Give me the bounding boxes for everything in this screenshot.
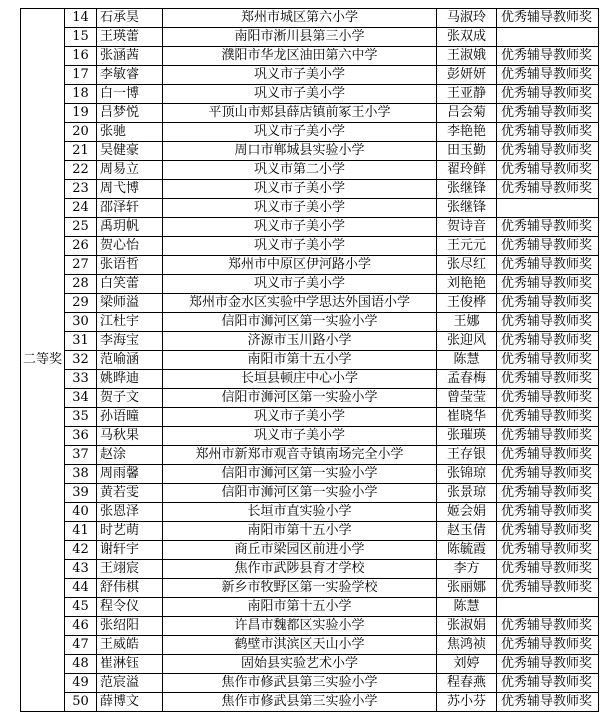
student-name: 姚晔迪 [97,370,163,389]
teacher-prize [497,199,599,218]
teacher-prize: 优秀辅导教师奖 [497,47,599,66]
teacher-name: 王存银 [437,446,497,465]
school-name: 许昌市魏都区实验小学 [163,617,437,636]
school-name: 新乡市牧野区第一实验学校 [163,579,437,598]
school-name: 焦作市修武县第三实验小学 [163,674,437,693]
teacher-prize: 优秀辅导教师奖 [497,370,599,389]
school-name: 长垣县顿庄中心小学 [163,370,437,389]
student-name: 马秋果 [97,427,163,446]
school-name: 巩义市子美小学 [163,180,437,199]
teacher-prize: 优秀辅导教师奖 [497,218,599,237]
teacher-name: 张继锋 [437,180,497,199]
table-row [21,503,599,522]
table-row [21,541,599,560]
student-name: 贺心怡 [97,237,163,256]
table-row [21,9,599,28]
row-number: 31 [65,332,97,351]
row-number: 26 [65,237,97,256]
student-name: 程令仪 [97,598,163,617]
row-number: 49 [65,674,97,693]
table-row [21,161,599,180]
teacher-name: 王娜 [437,313,497,332]
row-number: 36 [65,427,97,446]
student-name: 周雨馨 [97,465,163,484]
table-row [21,85,599,104]
teacher-name: 田玉勤 [437,142,497,161]
teacher-prize: 优秀辅导教师奖 [497,579,599,598]
row-number: 47 [65,636,97,655]
teacher-prize: 优秀辅导教师奖 [497,332,599,351]
row-number: 19 [65,104,97,123]
school-name: 巩义市子美小学 [163,66,437,85]
teacher-name: 程春燕 [437,674,497,693]
teacher-name: 王元元 [437,237,497,256]
teacher-name: 张景琼 [437,484,497,503]
teacher-prize: 优秀辅导教师奖 [497,294,599,313]
row-number: 33 [65,370,97,389]
teacher-prize: 优秀辅导教师奖 [497,427,599,446]
student-name: 李敏睿 [97,66,163,85]
student-name: 王瑛蕾 [97,28,163,47]
student-name: 薛博文 [97,693,163,712]
student-name: 张绍阳 [97,617,163,636]
row-number: 42 [65,541,97,560]
student-name: 时艺萌 [97,522,163,541]
teacher-name: 曾莹莹 [437,389,497,408]
teacher-prize: 优秀辅导教师奖 [497,104,599,123]
teacher-prize: 优秀辅导教师奖 [497,142,599,161]
table-row [21,693,599,712]
student-name: 张恩泽 [97,503,163,522]
row-number: 34 [65,389,97,408]
teacher-name: 张丽娜 [437,579,497,598]
row-number: 35 [65,408,97,427]
teacher-name: 王淑娥 [437,47,497,66]
row-number: 38 [65,465,97,484]
row-number: 27 [65,256,97,275]
table-row [21,237,599,256]
row-number: 22 [65,161,97,180]
table-row [21,522,599,541]
student-name: 李海宝 [97,332,163,351]
table-row [21,142,599,161]
table-row [21,66,599,85]
school-name: 焦作市武陟县育才学校 [163,560,437,579]
school-name: 长垣市直实验小学 [163,503,437,522]
student-name: 邵泽轩 [97,199,163,218]
award-table [20,8,599,712]
teacher-name: 张双成 [437,28,497,47]
school-name: 巩义市子美小学 [163,408,437,427]
teacher-name: 李艳艳 [437,123,497,142]
row-number: 30 [65,313,97,332]
row-number: 46 [65,617,97,636]
student-name: 周易立 [97,161,163,180]
row-number: 25 [65,218,97,237]
table-row [21,275,599,294]
table-row [21,294,599,313]
school-name: 焦作市修武县第三实验小学 [163,693,437,712]
school-name: 南阳市淅川县第三小学 [163,28,437,47]
teacher-prize: 优秀辅导教师奖 [497,560,599,579]
table-row [21,218,599,237]
teacher-prize [497,28,599,47]
school-name: 济源市玉川路小学 [163,332,437,351]
teacher-prize: 优秀辅导教师奖 [497,66,599,85]
school-name: 南阳市第十五小学 [163,522,437,541]
student-name: 白笑蕾 [97,275,163,294]
teacher-prize: 优秀辅导教师奖 [497,693,599,712]
table-row [21,332,599,351]
student-name: 吴健豪 [97,142,163,161]
table-row [21,636,599,655]
teacher-name: 孟春梅 [437,370,497,389]
school-name: 巩义市子美小学 [163,123,437,142]
teacher-name: 赵玉倩 [437,522,497,541]
student-name: 贺子文 [97,389,163,408]
school-name: 鹤壁市淇滨区天山小学 [163,636,437,655]
table-row [21,617,599,636]
teacher-name: 张淑娟 [437,617,497,636]
teacher-name: 张锦琼 [437,465,497,484]
row-number: 45 [65,598,97,617]
row-number: 50 [65,693,97,712]
student-name: 白一博 [97,85,163,104]
teacher-prize: 优秀辅导教师奖 [497,541,599,560]
student-name: 张语哲 [97,256,163,275]
school-name: 濮阳市华龙区油田第六中学 [163,47,437,66]
row-number: 17 [65,66,97,85]
student-name: 梁师溢 [97,294,163,313]
school-name: 巩义市子美小学 [163,427,437,446]
school-name: 南阳市第十五小学 [163,598,437,617]
school-name: 郑州市新郑市观音寺镇南场完全小学 [163,446,437,465]
teacher-prize: 优秀辅导教师奖 [497,161,599,180]
teacher-name: 张继锋 [437,199,497,218]
student-name: 吕梦悦 [97,104,163,123]
row-number: 32 [65,351,97,370]
teacher-prize: 优秀辅导教师奖 [497,446,599,465]
student-name: 谢轩宇 [97,541,163,560]
row-number: 40 [65,503,97,522]
school-name: 周口市郸城县实验小学 [163,142,437,161]
teacher-prize: 优秀辅导教师奖 [497,85,599,104]
teacher-prize: 优秀辅导教师奖 [497,123,599,142]
teacher-prize: 优秀辅导教师奖 [497,617,599,636]
row-number: 23 [65,180,97,199]
row-number: 20 [65,123,97,142]
table-row [21,655,599,674]
row-number: 18 [65,85,97,104]
teacher-prize: 优秀辅导教师奖 [497,484,599,503]
row-number: 29 [65,294,97,313]
student-name: 周弋博 [97,180,163,199]
school-name: 巩义市子美小学 [163,275,437,294]
table-row [21,180,599,199]
teacher-name: 翟玲鲜 [437,161,497,180]
student-name: 舒伟棋 [97,579,163,598]
teacher-prize: 优秀辅导教师奖 [497,180,599,199]
teacher-name: 吕会菊 [437,104,497,123]
school-name: 巩义市子美小学 [163,85,437,104]
school-name: 商丘市梁园区前进小学 [163,541,437,560]
teacher-name: 刘婷 [437,655,497,674]
teacher-prize: 优秀辅导教师奖 [497,313,599,332]
teacher-name: 苏小芬 [437,693,497,712]
table-row [21,313,599,332]
student-name: 范喻涵 [97,351,163,370]
school-name: 巩义市子美小学 [163,237,437,256]
teacher-prize: 优秀辅导教师奖 [497,503,599,522]
table-row [21,598,599,617]
school-name: 巩义市第二小学 [163,161,437,180]
row-number: 43 [65,560,97,579]
school-name: 平顶山市郏县薛店镇前冢王小学 [163,104,437,123]
table-row [21,370,599,389]
student-name: 张驰 [97,123,163,142]
row-number: 21 [65,142,97,161]
row-number: 14 [65,9,97,28]
student-name: 石承昊 [97,9,163,28]
award-level: 二等奖 [21,9,65,712]
teacher-name: 贺诗音 [437,218,497,237]
table-row [21,560,599,579]
teacher-prize: 优秀辅导教师奖 [497,408,599,427]
table-row [21,28,599,47]
table-row [21,123,599,142]
teacher-name: 崔晓华 [437,408,497,427]
teacher-prize: 优秀辅导教师奖 [497,465,599,484]
teacher-name: 张璀瑛 [437,427,497,446]
teacher-name: 陈毓霞 [437,541,497,560]
school-name: 信阳市浉河区第一实验小学 [163,465,437,484]
table-row [21,408,599,427]
table-row [21,47,599,66]
table-row [21,579,599,598]
teacher-prize: 优秀辅导教师奖 [497,522,599,541]
teacher-prize: 优秀辅导教师奖 [497,256,599,275]
teacher-name: 陈慧 [437,598,497,617]
teacher-name: 李方 [437,560,497,579]
teacher-prize: 优秀辅导教师奖 [497,655,599,674]
row-number: 39 [65,484,97,503]
row-number: 28 [65,275,97,294]
table-row [21,427,599,446]
teacher-name: 刘艳艳 [437,275,497,294]
student-name: 王翊宸 [97,560,163,579]
table-row [21,256,599,275]
school-name: 郑州市城区第六小学 [163,9,437,28]
teacher-prize: 优秀辅导教师奖 [497,389,599,408]
school-name: 信阳市浉河区第一实验小学 [163,389,437,408]
student-name: 江杜宇 [97,313,163,332]
table-row [21,351,599,370]
teacher-prize: 优秀辅导教师奖 [497,351,599,370]
teacher-prize: 优秀辅导教师奖 [497,674,599,693]
school-name: 南阳市第十五小学 [163,351,437,370]
row-number: 41 [65,522,97,541]
row-number: 24 [65,199,97,218]
teacher-name: 焦鸿祯 [437,636,497,655]
table-row [21,199,599,218]
teacher-name: 王俊桦 [437,294,497,313]
row-number: 15 [65,28,97,47]
teacher-name: 彭妍妍 [437,66,497,85]
table-row [21,104,599,123]
student-name: 禹玥帆 [97,218,163,237]
student-name: 崔淋钰 [97,655,163,674]
teacher-prize: 优秀辅导教师奖 [497,636,599,655]
school-name: 信阳市浉河区第一实验小学 [163,313,437,332]
teacher-prize [497,598,599,617]
school-name: 巩义市子美小学 [163,218,437,237]
row-number: 37 [65,446,97,465]
table-row [21,465,599,484]
row-number: 16 [65,47,97,66]
table-row [21,484,599,503]
student-name: 王威皓 [97,636,163,655]
student-name: 张涵茜 [97,47,163,66]
student-name: 赵涂 [97,446,163,465]
student-name: 黄若雯 [97,484,163,503]
school-name: 信阳市浉河区第一实验小学 [163,484,437,503]
teacher-name: 王亚静 [437,85,497,104]
award-table-body [21,9,599,712]
teacher-prize: 优秀辅导教师奖 [497,275,599,294]
school-name: 巩义市子美小学 [163,199,437,218]
table-row [21,674,599,693]
teacher-name: 陈慧 [437,351,497,370]
school-name: 郑州市金水区实验中学思达外国语小学 [163,294,437,313]
table-row [21,446,599,465]
teacher-name: 马淑玲 [437,9,497,28]
table-row [21,389,599,408]
teacher-prize: 优秀辅导教师奖 [497,9,599,28]
teacher-prize: 优秀辅导教师奖 [497,237,599,256]
school-name: 固始县实验艺术小学 [163,655,437,674]
student-name: 孙语曈 [97,408,163,427]
teacher-name: 张迎风 [437,332,497,351]
teacher-name: 姬会娟 [437,503,497,522]
student-name: 范宸溢 [97,674,163,693]
row-number: 44 [65,579,97,598]
teacher-name: 张尽红 [437,256,497,275]
row-number: 48 [65,655,97,674]
school-name: 郑州市中原区伊河路小学 [163,256,437,275]
